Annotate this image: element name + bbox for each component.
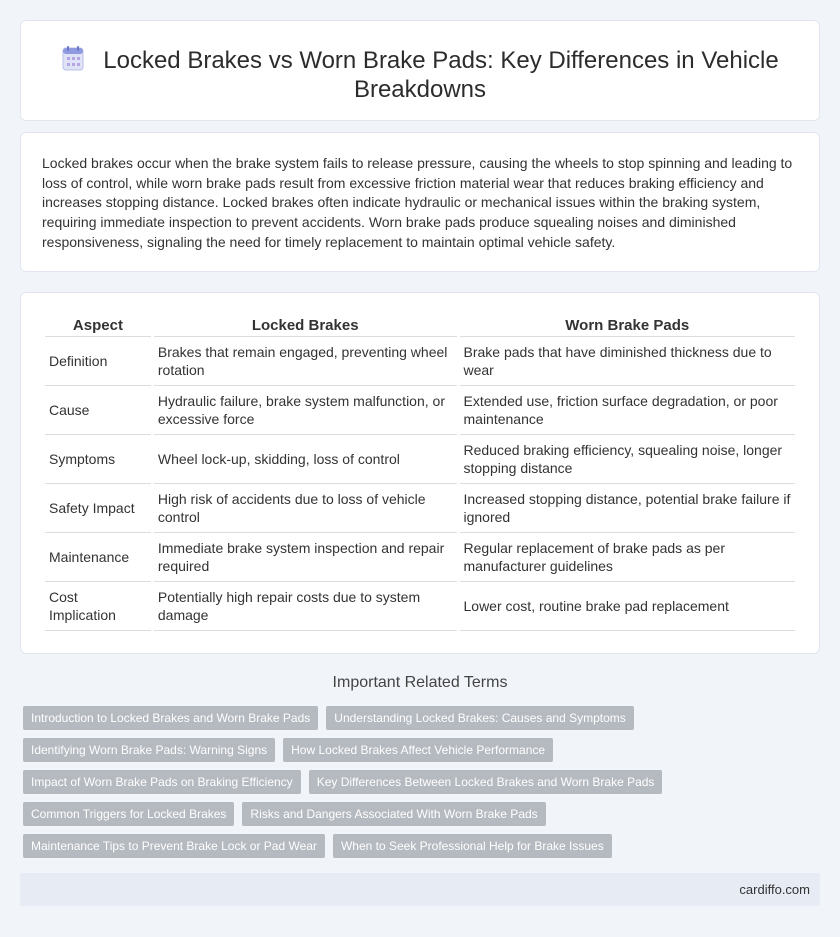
related-term-link[interactable]: When to Seek Professional Help for Brake Issues (333, 834, 612, 858)
cell-aspect: Cost Implication (45, 582, 151, 631)
cell-worn-brake-pads: Extended use, friction surface degradation, or poor maintenance (460, 386, 796, 435)
tag-row (23, 706, 823, 730)
comparison-table (42, 314, 798, 631)
cell-locked-brakes: Potentially high repair costs due to system damage (154, 582, 457, 631)
related-term-link[interactable]: Risks and Dangers Associated With Worn Brake Pads (242, 802, 545, 826)
cell-locked-brakes: Immediate brake system inspection and repair required (154, 533, 457, 582)
table-header-row (45, 314, 795, 337)
cell-worn-brake-pads: Reduced braking efficiency, squealing noise, longer stopping distance (460, 435, 796, 484)
cell-worn-brake-pads: Regular replacement of brake pads as per manufacturer guidelines (460, 533, 796, 582)
document-icon (61, 45, 85, 71)
footer (20, 873, 820, 906)
table-row (45, 386, 795, 435)
related-term-link[interactable]: Key Differences Between Locked Brakes and Worn Brake Pads (309, 770, 663, 794)
cell-worn-brake-pads: Increased stopping distance, potential brake failure if ignored (460, 484, 796, 533)
header-locked-brakes: Locked Brakes (154, 314, 457, 337)
related-term-link[interactable]: How Locked Brakes Affect Vehicle Performance (283, 738, 553, 762)
site-link[interactable]: cardiffo.com (739, 882, 810, 897)
related-term-link[interactable]: Maintenance Tips to Prevent Brake Lock or Pad Wear (23, 834, 325, 858)
comparison-card (20, 292, 820, 654)
cell-locked-brakes: Brakes that remain engaged, preventing wheel rotation (154, 337, 457, 386)
related-term-link[interactable]: Common Triggers for Locked Brakes (23, 802, 234, 826)
related-terms-title: Important Related Terms (332, 674, 508, 691)
tag-row (23, 770, 823, 794)
related-term-link[interactable]: Identifying Worn Brake Pads: Warning Signs (23, 738, 275, 762)
table-row (45, 533, 795, 582)
cell-locked-brakes: High risk of accidents due to loss of vehicle control (154, 484, 457, 533)
table-row (45, 337, 795, 386)
header-card (20, 20, 820, 121)
tag-row (23, 834, 823, 858)
summary-card (20, 132, 820, 272)
cell-worn-brake-pads: Lower cost, routine brake pad replacement (460, 582, 796, 631)
related-term-link[interactable]: Understanding Locked Brakes: Causes and Symptoms (326, 706, 634, 730)
cell-aspect: Symptoms (45, 435, 151, 484)
cell-aspect: Safety Impact (45, 484, 151, 533)
related-term-link[interactable]: Introduction to Locked Brakes and Worn Brake Pads (23, 706, 318, 730)
cell-locked-brakes: Hydraulic failure, brake system malfunction, or excessive force (154, 386, 457, 435)
header-aspect: Aspect (45, 314, 151, 337)
cell-worn-brake-pads: Brake pads that have diminished thickness due to wear (460, 337, 796, 386)
cell-aspect: Maintenance (45, 533, 151, 582)
page-title (61, 45, 779, 104)
header-worn-brake-pads: Worn Brake Pads (460, 314, 796, 337)
page-title-text: Locked Brakes vs Worn Brake Pads: Key Differences in Vehicle Breakdowns (103, 47, 779, 103)
cell-aspect: Cause (45, 386, 151, 435)
cell-locked-brakes: Wheel lock-up, skidding, loss of control (154, 435, 457, 484)
summary-paragraph: Locked brakes occur when the brake system fails to release pressure, causing the wheels to stop spinning and leading to loss of control, while worn brake pads result from excessive friction material wear that reduces braking efficiency and increases stopping distance. Locked brakes often indicate hydraulic or mechanical issues within the braking system, requiring immediate inspection to prevent accidents. Worn brake pads produce squealing noises and diminished responsiveness, signaling the need for timely replacement to maintain optimal vehicle safety. (42, 155, 793, 250)
tag-row (23, 802, 823, 826)
table-row (45, 435, 795, 484)
related-terms-list (23, 706, 823, 866)
table-row (45, 484, 795, 533)
related-term-link[interactable]: Impact of Worn Brake Pads on Braking Efficiency (23, 770, 301, 794)
table-row (45, 582, 795, 631)
tag-row (23, 738, 823, 762)
cell-aspect: Definition (45, 337, 151, 386)
